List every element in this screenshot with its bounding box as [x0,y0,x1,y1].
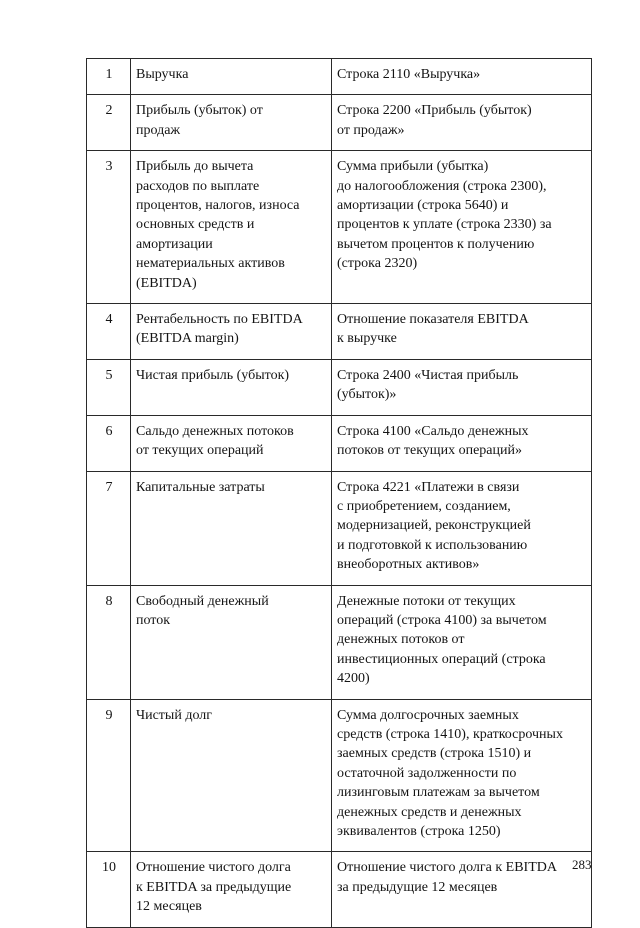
row-number: 3 [87,151,131,304]
indicator-name: Свободный денежный поток [131,585,332,699]
table-row [87,471,592,585]
indicators-table [86,58,592,928]
indicator-definition: Строка 4100 «Сальдо денежных потоков от текущих операций» [332,415,592,471]
row-number: 2 [87,95,131,151]
page-number: 283 [572,857,592,872]
table-row [87,151,592,304]
row-number: 4 [87,304,131,360]
indicator-definition: Строка 4221 «Платежи в связи с приобретением, созданием, модернизацией, реконструкцией и подготовкой к использованию внеоборотных активов» [332,471,592,585]
indicator-name: Капитальные затраты [131,471,332,585]
row-number: 5 [87,359,131,415]
table-row [87,699,592,852]
table-row [87,59,592,95]
indicator-name: Рентабельность по EBITDA (EBITDA margin) [131,304,332,360]
row-number: 10 [87,852,131,927]
indicator-definition: Отношение чистого долга к EBITDA за предыдущие 12 месяцев [332,852,592,927]
indicator-definition: Строка 2200 «Прибыль (убыток) от продаж» [332,95,592,151]
row-number: 7 [87,471,131,585]
indicator-name: Прибыль до вычета расходов по выплате процентов, налогов, износа основных средств и амортизации нематериальных активов (EBITDA) [131,151,332,304]
indicator-definition: Строка 2110 «Выручка» [332,59,592,95]
indicator-definition: Денежные потоки от текущих операций (строка 4100) за вычетом денежных потоков от инвестиционных операций (строка 4200) [332,585,592,699]
indicator-name: Сальдо денежных потоков от текущих операций [131,415,332,471]
table-row [87,585,592,699]
row-number: 8 [87,585,131,699]
indicator-definition: Строка 2400 «Чистая прибыль (убыток)» [332,359,592,415]
row-number: 6 [87,415,131,471]
indicator-name: Выручка [131,59,332,95]
table-row [87,415,592,471]
indicator-name: Чистый долг [131,699,332,852]
table-row [87,359,592,415]
table-row [87,852,592,927]
table-row [87,95,592,151]
indicator-name: Отношение чистого долга к EBITDA за предыдущие 12 месяцев [131,852,332,927]
indicator-name: Прибыль (убыток) от продаж [131,95,332,151]
table-row [87,304,592,360]
indicator-definition: Сумма прибыли (убытка) до налогообложения (строка 2300), амортизации (строка 5640) и процентов к уплате (строка 2330) за вычетом процентов к получению (строка 2320) [332,151,592,304]
indicator-name: Чистая прибыль (убыток) [131,359,332,415]
indicator-definition: Сумма долгосрочных заемных средств (строка 1410), краткосрочных заемных средств (строка 1510) и остаточной задолженности по лизинговым платежам за вычетом денежных средств и денежных эквивалентов (строка 1250) [332,699,592,852]
indicator-definition: Отношение показателя EBITDA к выручке [332,304,592,360]
row-number: 1 [87,59,131,95]
row-number: 9 [87,699,131,852]
